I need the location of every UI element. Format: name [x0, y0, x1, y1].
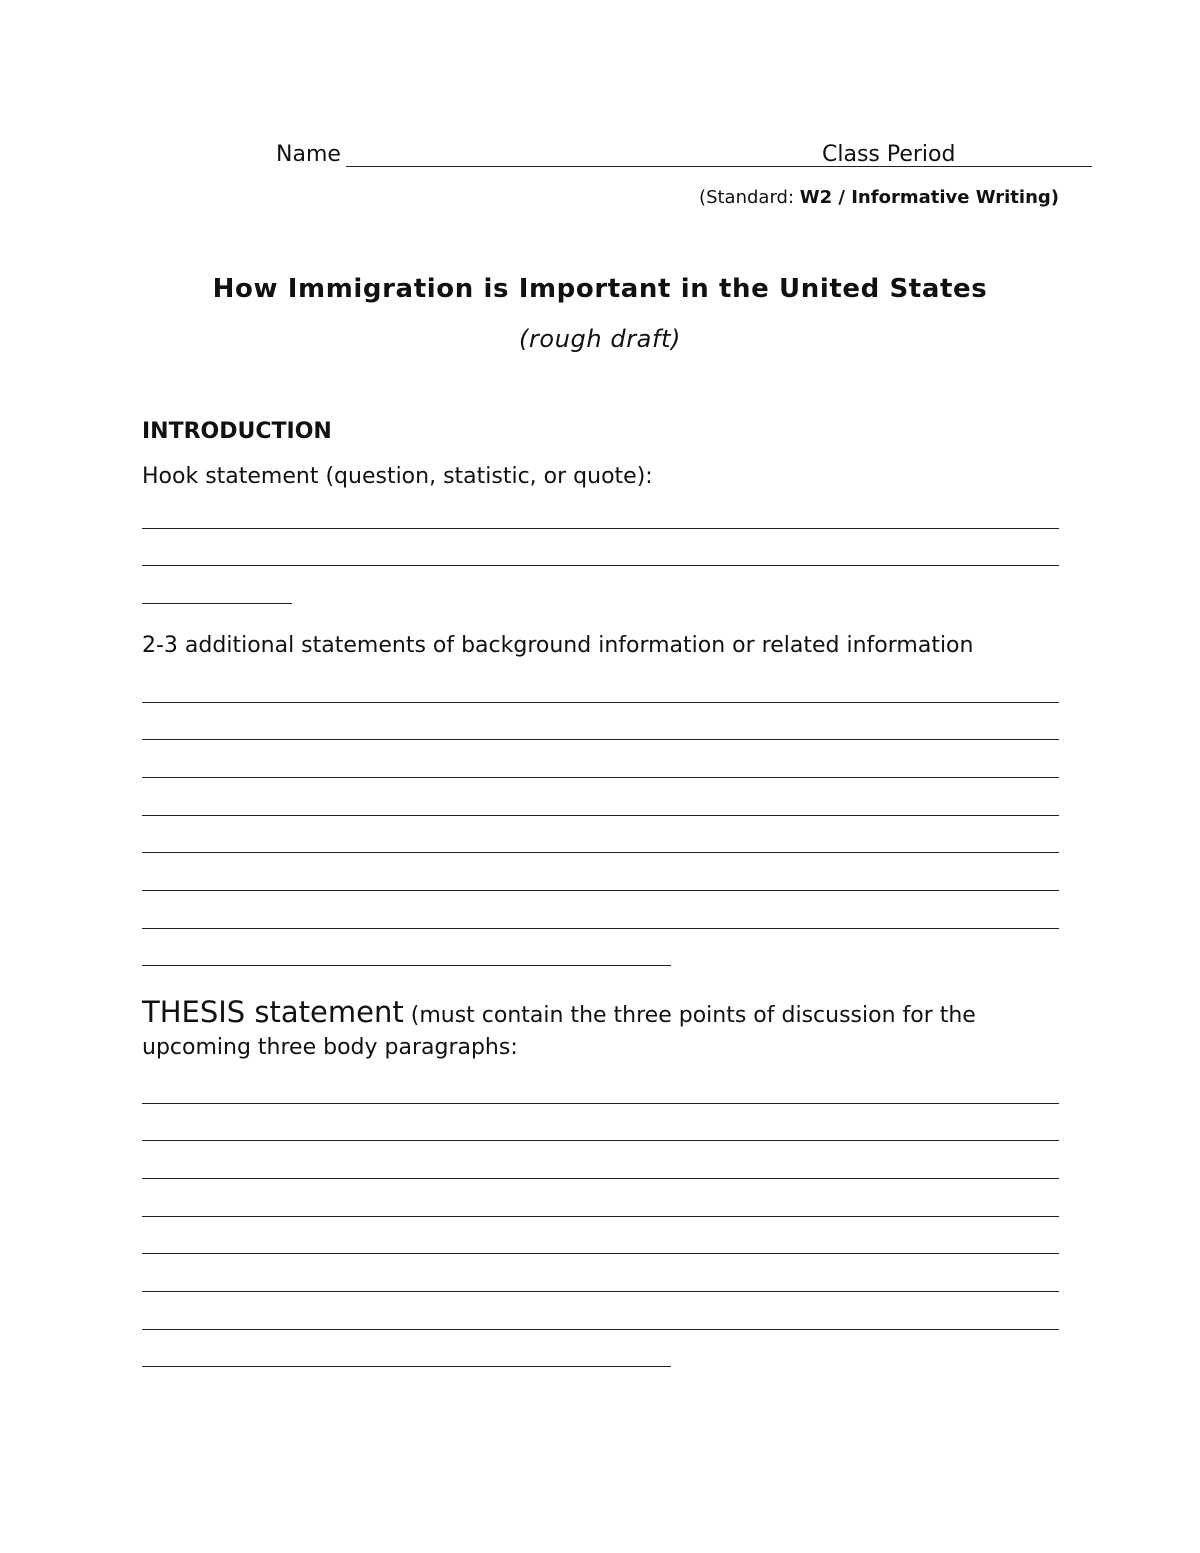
thesis-label: THESIS statement: [142, 995, 404, 1029]
thesis-writing-line[interactable]: [142, 1216, 1059, 1217]
thesis-instructions: (must contain the three points of discussion for the upcoming three body paragraphs:: [142, 1003, 976, 1060]
background-prompt: 2-3 additional statements of background information or related information: [142, 633, 974, 658]
thesis-writing-line[interactable]: [142, 1253, 1059, 1254]
standard-prefix: (Standard:: [699, 187, 800, 208]
hook-prompt: Hook statement (question, statistic, or quote):: [142, 464, 653, 489]
background-writing-line[interactable]: [142, 890, 1059, 891]
thesis-writing-line[interactable]: [142, 1329, 1059, 1330]
hook-writing-line-short[interactable]: [142, 603, 292, 604]
thesis-writing-line[interactable]: [142, 1103, 1059, 1104]
background-writing-line[interactable]: [142, 702, 1059, 703]
hook-writing-line[interactable]: [142, 528, 1059, 529]
introduction-heading: INTRODUCTION: [142, 419, 332, 444]
hook-writing-line[interactable]: [142, 565, 1059, 566]
background-writing-line[interactable]: [142, 739, 1059, 740]
thesis-writing-line-short[interactable]: [142, 1366, 671, 1367]
class-period-blank-line[interactable]: [964, 166, 1060, 167]
thesis-writing-line[interactable]: [142, 1140, 1059, 1141]
standard-code: W2 / Informative Writing): [799, 187, 1059, 208]
class-period-label: Class Period: [822, 142, 956, 167]
name-period-row: [276, 140, 1060, 172]
document-subtitle: (rough draft): [518, 325, 682, 353]
background-writing-line[interactable]: [142, 928, 1059, 929]
background-writing-line[interactable]: [142, 852, 1059, 853]
thesis-writing-line[interactable]: [142, 1291, 1059, 1292]
background-writing-line-short[interactable]: [142, 965, 671, 966]
background-writing-line[interactable]: [142, 777, 1059, 778]
name-label: Name: [276, 142, 341, 167]
standard-note: [699, 186, 1059, 210]
background-writing-line[interactable]: [142, 815, 1059, 816]
document-title: How Immigration is Important in the United States: [212, 274, 988, 304]
thesis-writing-line[interactable]: [142, 1178, 1059, 1179]
thesis-prompt: [142, 996, 1052, 1064]
